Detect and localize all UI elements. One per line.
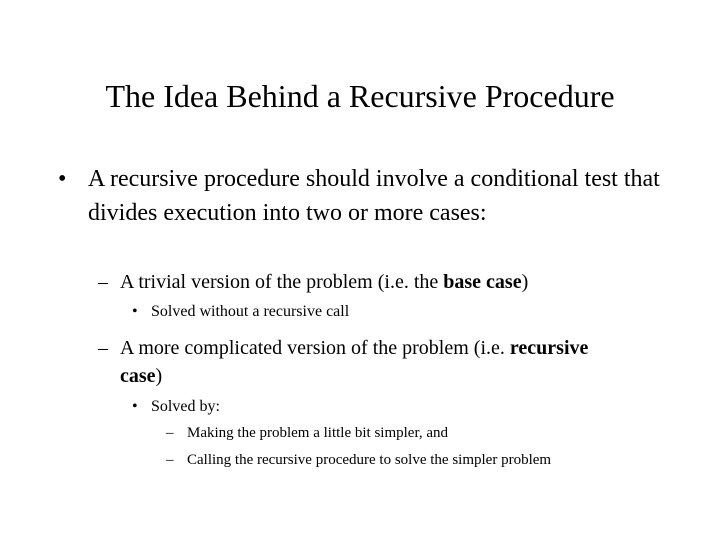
bullet-icon: • (58, 166, 67, 192)
slide-title: The Idea Behind a Recursive Procedure (105, 78, 615, 114)
dash-icon: – (166, 452, 174, 468)
step-text: Calling the recursive procedure to solve the simpler problem (187, 452, 552, 468)
recursive-case-item (98, 334, 620, 390)
base-case-detail-text: Solved without a recursive call (151, 303, 350, 320)
base-case-item (98, 268, 660, 296)
base-case-text-after: ) (521, 271, 529, 293)
main-bullet-text: A recursive procedure should involve a conditional test that divides execution into two or more cases: (88, 166, 660, 226)
recursive-case-text-before: A more complicated version of the problem (i.e. (120, 337, 510, 359)
base-case-term: base case (443, 271, 522, 293)
recursive-case-detail (132, 396, 220, 418)
dash-icon: – (98, 337, 108, 359)
dash-icon: – (166, 425, 174, 441)
step-item (166, 422, 449, 444)
base-case-detail (132, 301, 350, 323)
recursive-case-detail-text: Solved by: (151, 398, 220, 415)
step-item (166, 449, 552, 471)
bullet-icon: • (132, 303, 138, 320)
step-text: Making the problem a little bit simpler, and (187, 425, 449, 441)
main-bullet (58, 162, 668, 230)
recursive-case-term: recursive case (120, 337, 589, 387)
recursive-case-text-after: ) (155, 365, 163, 387)
base-case-text-before: A trivial version of the problem (i.e. the (120, 271, 444, 293)
bullet-icon: • (132, 398, 138, 415)
dash-icon: – (98, 271, 108, 293)
